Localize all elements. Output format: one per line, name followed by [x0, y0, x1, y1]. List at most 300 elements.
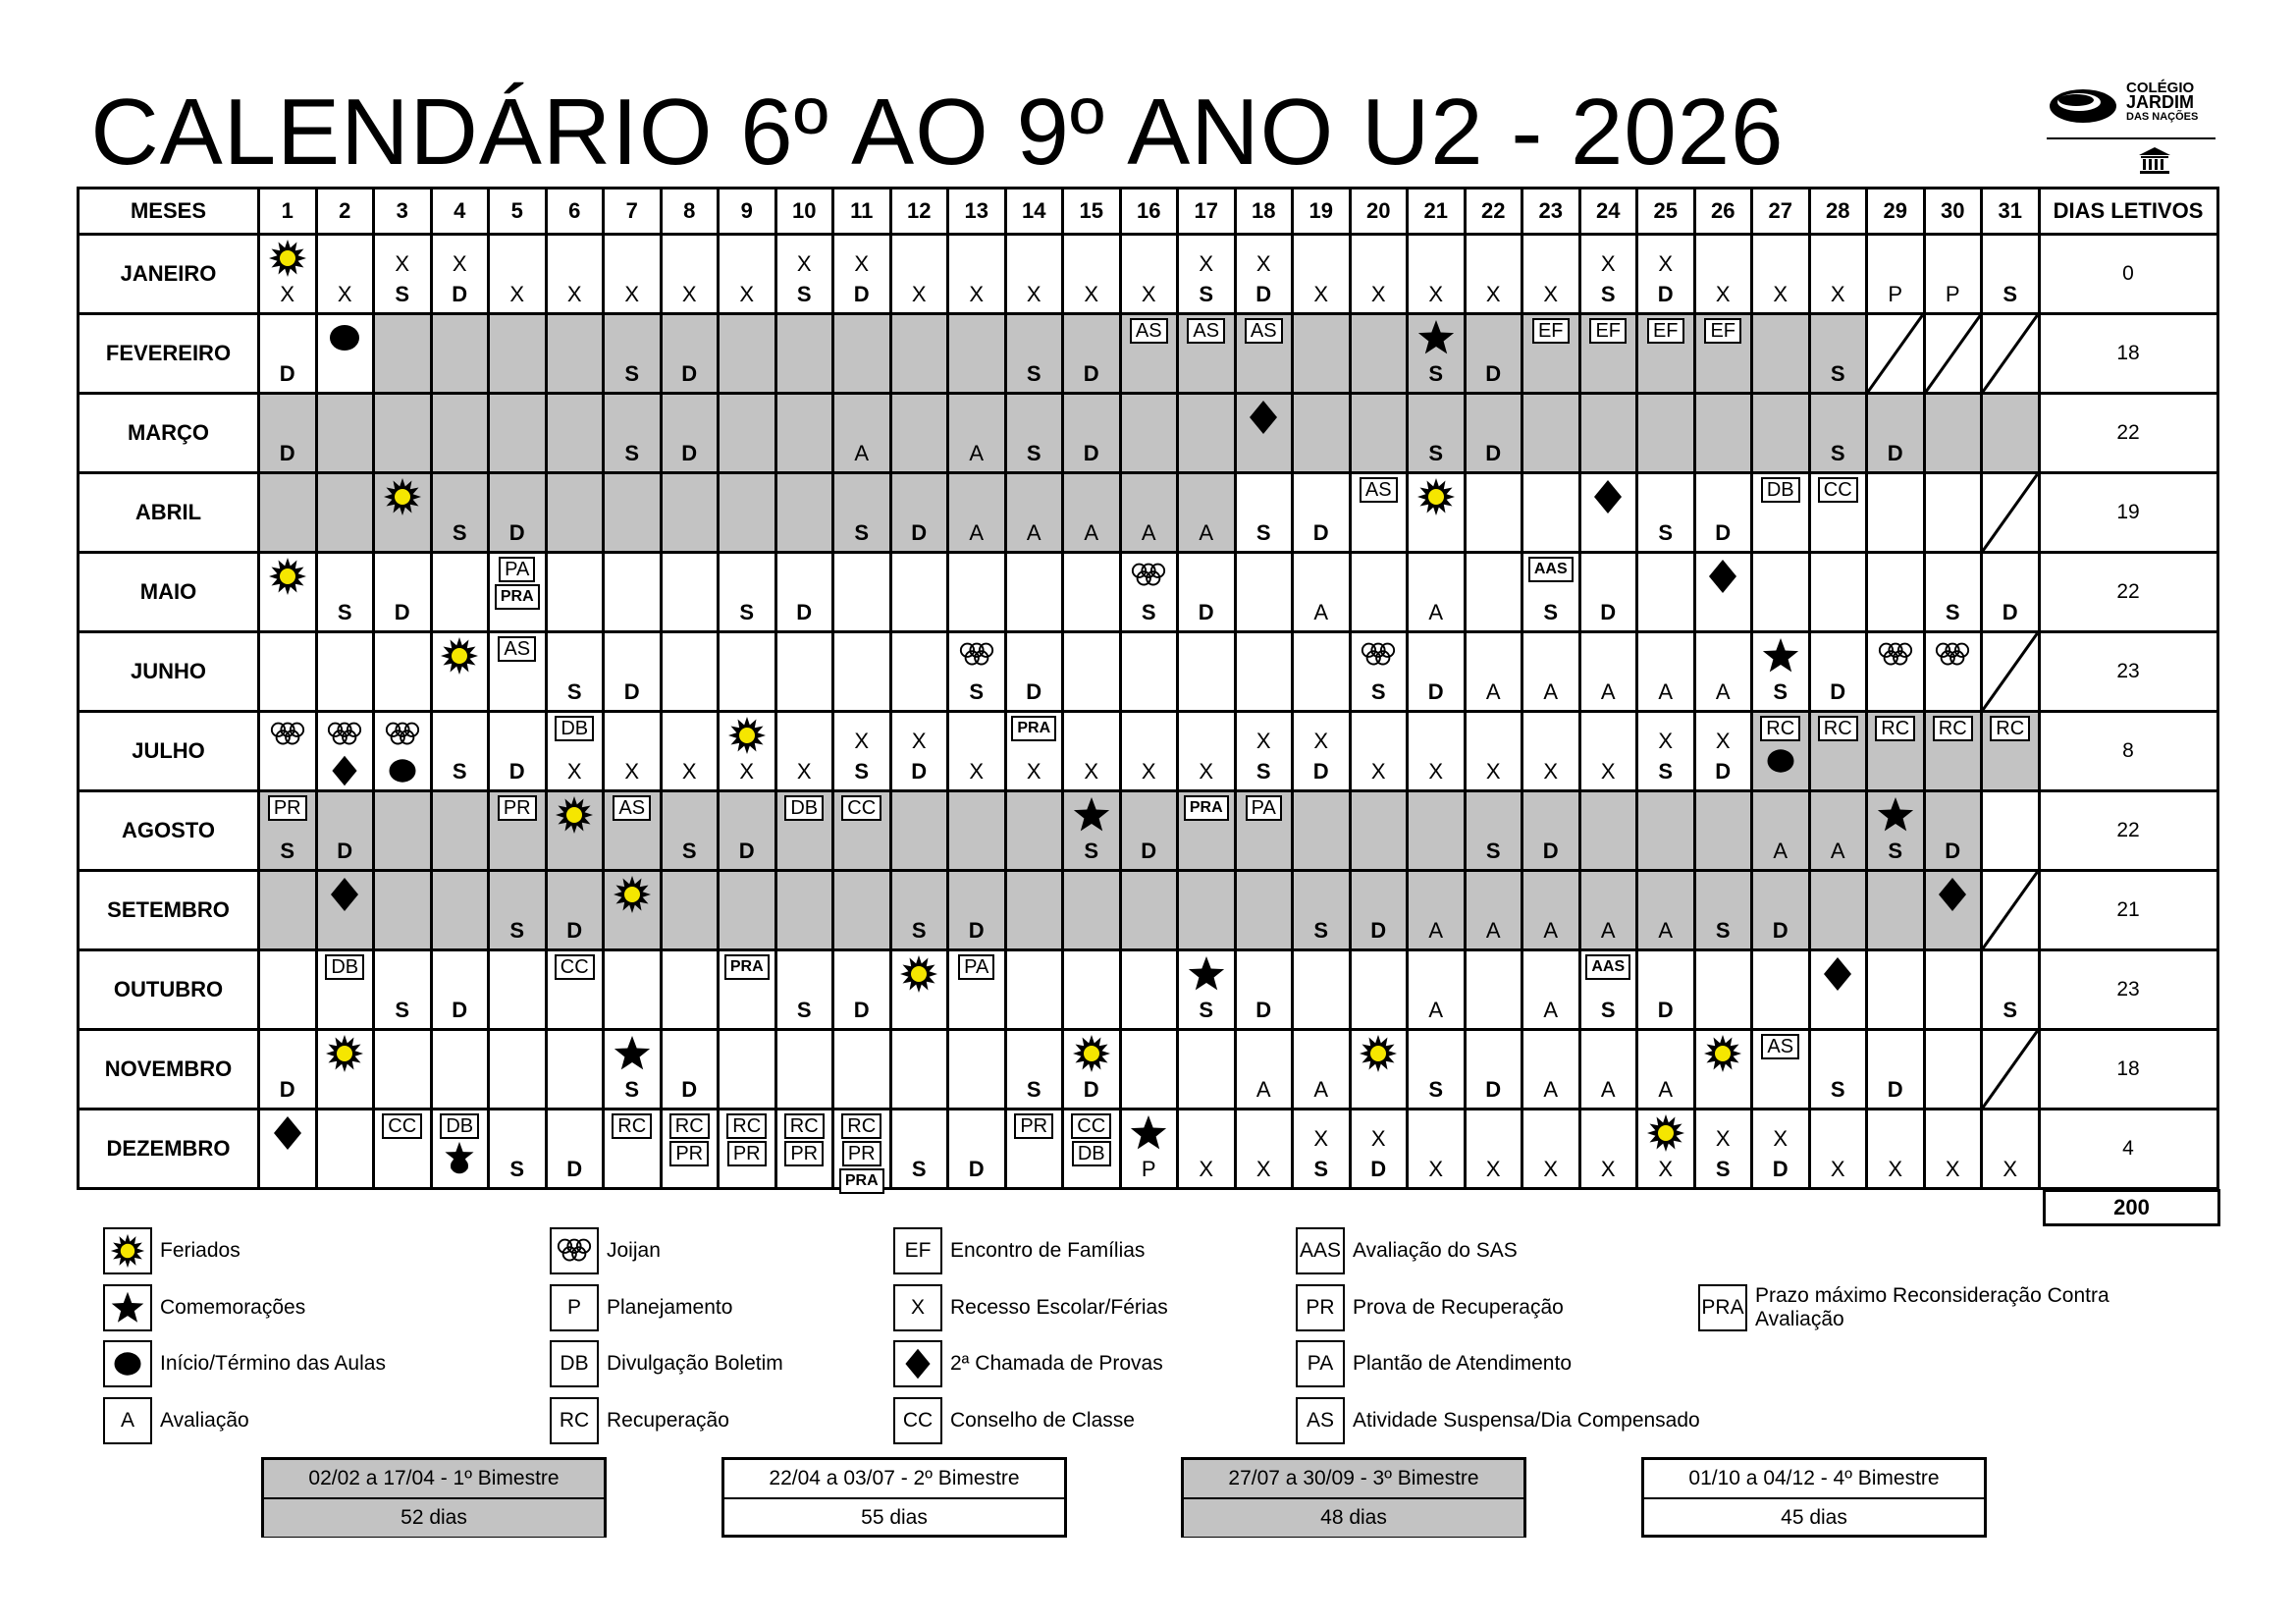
header-day: 5	[489, 189, 547, 235]
day-mark: A	[1830, 839, 1845, 863]
no-day-slash	[1983, 1031, 2038, 1108]
day-cell	[431, 791, 489, 871]
header-day: 27	[1752, 189, 1810, 235]
event-code-badge: RC	[1875, 716, 1915, 741]
month-row	[79, 553, 2218, 632]
day-mark: X	[1945, 1157, 1960, 1181]
day-cell	[1637, 871, 1695, 950]
day-cell	[833, 950, 891, 1030]
day-cell	[1809, 473, 1867, 553]
day-cell	[1293, 632, 1351, 712]
day-mark: D	[1485, 441, 1502, 465]
day-mark: X	[1658, 1157, 1674, 1181]
legend-label: Comemorações	[160, 1296, 306, 1319]
day-cell	[1579, 712, 1637, 791]
day-cell	[604, 950, 662, 1030]
event-code-badge: RC	[841, 1113, 881, 1139]
day-cell	[1867, 314, 1925, 394]
day-cell	[1063, 394, 1121, 473]
day-cell	[1522, 553, 1580, 632]
day-mark: D	[1141, 839, 1157, 863]
day-cell	[546, 791, 604, 871]
legend-symbol: PRA	[1698, 1284, 1747, 1331]
day-mark: S	[1600, 998, 1616, 1022]
day-cell	[1752, 235, 1810, 314]
day-mark: S	[1026, 1077, 1041, 1102]
joijan-rings-icon	[1934, 636, 1971, 674]
day-cell	[833, 1030, 891, 1110]
day-cell	[1637, 394, 1695, 473]
header-day: 23	[1522, 189, 1580, 235]
day-mark: S	[1199, 998, 1214, 1022]
event-code-badge: CC	[1818, 477, 1858, 503]
day-mark: A	[854, 441, 870, 465]
day-cell	[374, 394, 432, 473]
day-mark-top: X	[911, 729, 927, 753]
day-mark: S	[969, 679, 985, 704]
class-start-end-dot-icon	[110, 1346, 145, 1381]
day-cell	[775, 314, 833, 394]
day-cell	[1235, 1110, 1293, 1189]
day-cell	[604, 632, 662, 712]
bimester-range: 02/02 a 17/04 - 1º Bimestre	[264, 1460, 604, 1499]
day-cell	[489, 712, 547, 791]
day-mark-top: X	[1370, 1126, 1386, 1151]
day-cell	[259, 871, 317, 950]
month-row	[79, 791, 2218, 871]
day-cell	[1293, 1110, 1351, 1189]
holiday-sun-icon	[727, 716, 767, 755]
event-code-badge: RC	[1933, 716, 1973, 741]
day-cell	[1465, 473, 1522, 553]
day-cell	[1579, 1030, 1637, 1110]
header-months: MESES	[79, 189, 259, 235]
day-cell	[431, 394, 489, 473]
day-cell	[374, 553, 432, 632]
day-cell	[1982, 871, 2040, 950]
day-cell	[948, 871, 1006, 950]
day-cell	[1752, 473, 1810, 553]
day-cell	[1063, 473, 1121, 553]
day-cell	[1637, 712, 1695, 791]
day-cell	[604, 1030, 662, 1110]
day-cell	[1293, 950, 1351, 1030]
legend-item	[893, 1227, 1145, 1274]
day-cell	[1408, 553, 1466, 632]
day-cell	[1809, 871, 1867, 950]
day-mark: D	[1083, 361, 1099, 386]
day-mark: S	[1773, 679, 1789, 704]
event-code-badge: AS	[1130, 318, 1168, 344]
day-mark: X	[1084, 759, 1099, 784]
day-mark: A	[1543, 918, 1559, 943]
joijan-rings-icon	[958, 636, 995, 674]
day-mark: S	[1255, 520, 1271, 545]
day-cell	[833, 712, 891, 791]
day-cell	[719, 871, 776, 950]
legend-item	[1296, 1397, 1700, 1444]
day-cell	[1522, 1030, 1580, 1110]
day-cell	[948, 553, 1006, 632]
day-cell	[1465, 1110, 1522, 1189]
day-cell	[316, 712, 374, 791]
header-day: 18	[1235, 189, 1293, 235]
day-cell	[1982, 1030, 2040, 1110]
holiday-sun-icon	[1646, 1113, 1685, 1153]
day-mark: X	[969, 282, 985, 306]
day-cell	[489, 632, 547, 712]
day-mark: X	[1715, 282, 1731, 306]
day-cell	[1178, 1110, 1236, 1189]
day-cell	[1063, 553, 1121, 632]
calendar-table	[77, 187, 2219, 1190]
header-day: 17	[1178, 189, 1236, 235]
header-day: 26	[1694, 189, 1752, 235]
day-cell	[1350, 791, 1408, 871]
day-mark: D	[911, 520, 928, 545]
day-cell	[1924, 235, 1982, 314]
day-cell	[833, 314, 891, 394]
day-cell	[546, 871, 604, 950]
day-mark: X	[1199, 759, 1214, 784]
legend-label: Avaliação	[160, 1409, 249, 1432]
day-mark: X	[1543, 282, 1559, 306]
day-cell	[604, 871, 662, 950]
legend-item	[550, 1397, 729, 1444]
day-mark: S	[911, 918, 927, 943]
day-cell	[1694, 1110, 1752, 1189]
day-cell	[775, 791, 833, 871]
event-code-badge: PRA	[839, 1168, 884, 1194]
day-cell	[1120, 871, 1178, 950]
day-cell	[604, 791, 662, 871]
day-mark: X	[1428, 1157, 1444, 1181]
event-code-badge: CC	[841, 795, 881, 821]
day-cell	[1694, 712, 1752, 791]
legend-symbol: RC	[550, 1397, 599, 1444]
legend-label: Conselho de Classe	[950, 1409, 1135, 1432]
day-cell	[604, 553, 662, 632]
day-cell	[948, 314, 1006, 394]
day-cell	[1867, 950, 1925, 1030]
legend-symbol: AAS	[1296, 1227, 1345, 1274]
second-call-diamond-icon	[268, 1113, 307, 1153]
day-cell	[374, 235, 432, 314]
month-row	[79, 473, 2218, 553]
legend-symbol: DB	[550, 1340, 599, 1387]
header-day: 15	[1063, 189, 1121, 235]
month-name: SETEMBRO	[79, 871, 259, 950]
day-cell	[661, 712, 719, 791]
day-mark: D	[1887, 1077, 1903, 1102]
day-cell	[775, 950, 833, 1030]
day-mark: S	[452, 759, 467, 784]
event-code-badge: PRA	[1184, 795, 1229, 821]
event-code-badge: RC	[1818, 716, 1858, 741]
day-mark: A	[1141, 520, 1156, 545]
day-cell	[316, 632, 374, 712]
day-cell	[1408, 871, 1466, 950]
day-cell	[374, 473, 432, 553]
legend-item	[893, 1340, 1163, 1387]
day-cell	[1465, 1030, 1522, 1110]
day-mark: S	[1830, 441, 1845, 465]
day-mark: X	[911, 282, 927, 306]
day-cell	[1063, 871, 1121, 950]
month-name: JUNHO	[79, 632, 259, 712]
day-mark: D	[1370, 1157, 1387, 1181]
day-cell	[1982, 394, 2040, 473]
event-code-badge: RC	[1990, 716, 2030, 741]
day-mark: S	[566, 679, 582, 704]
no-day-slash	[1868, 315, 1923, 392]
month-name: MARÇO	[79, 394, 259, 473]
day-cell	[259, 473, 317, 553]
day-cell	[259, 394, 317, 473]
event-code-badge: DB	[1761, 477, 1800, 503]
day-cell	[1867, 235, 1925, 314]
legend-label: Joijan	[607, 1239, 661, 1262]
day-cell	[1924, 871, 1982, 950]
day-cell	[775, 632, 833, 712]
day-mark: X	[1141, 759, 1156, 784]
day-cell	[1694, 950, 1752, 1030]
day-mark: X	[1026, 282, 1041, 306]
legend-symbol: X	[893, 1284, 942, 1331]
day-cell	[1235, 553, 1293, 632]
day-mark: D	[1715, 759, 1732, 784]
day-cell	[1120, 950, 1178, 1030]
holiday-sun-icon	[325, 1034, 364, 1073]
day-cell	[1465, 235, 1522, 314]
day-mark: S	[1026, 361, 1041, 386]
legend-item	[550, 1227, 661, 1274]
day-cell	[1867, 394, 1925, 473]
day-cell	[1809, 553, 1867, 632]
day-cell	[1867, 1030, 1925, 1110]
total-days: 200	[2043, 1189, 2220, 1226]
day-mark-top: X	[1313, 729, 1329, 753]
day-cell	[1522, 712, 1580, 791]
day-mark: S	[1658, 520, 1674, 545]
holiday-sun-icon	[1703, 1034, 1742, 1073]
holiday-sun-icon	[110, 1233, 145, 1269]
day-mark: X	[1370, 282, 1386, 306]
day-cell	[1752, 1110, 1810, 1189]
day-cell	[546, 712, 604, 791]
event-code-badge: AAS	[1585, 954, 1630, 980]
header-day: 21	[1408, 189, 1466, 235]
commemoration-star-icon	[1876, 795, 1915, 835]
day-cell	[775, 235, 833, 314]
day-cell	[1982, 632, 2040, 712]
day-cell	[890, 871, 948, 950]
day-cell	[1120, 314, 1178, 394]
day-cell	[1522, 1110, 1580, 1189]
legend-label: Prova de Recuperação	[1353, 1296, 1564, 1319]
day-cell	[1350, 235, 1408, 314]
event-code-badge: PR	[669, 1141, 709, 1166]
day-cell	[1408, 394, 1466, 473]
day-cell	[1350, 1030, 1408, 1110]
day-cell	[546, 632, 604, 712]
day-cell	[431, 1030, 489, 1110]
day-cell	[833, 632, 891, 712]
day-cell	[604, 473, 662, 553]
header-day: 6	[546, 189, 604, 235]
joijan-rings-icon	[269, 716, 306, 753]
joijan-rings-icon	[556, 1232, 593, 1270]
holiday-sun-icon	[268, 557, 307, 596]
day-mark: S	[854, 520, 870, 545]
logo-emblem-icon	[2047, 81, 2123, 130]
day-cell	[1694, 632, 1752, 712]
day-cell	[1120, 712, 1178, 791]
dias-letivos-value: 22	[2039, 553, 2217, 632]
day-mark: S	[2002, 998, 2018, 1022]
day-cell	[1350, 553, 1408, 632]
day-cell	[1465, 950, 1522, 1030]
legend-symbol	[103, 1227, 152, 1274]
day-cell	[719, 1110, 776, 1189]
commemoration-star-icon	[1416, 318, 1456, 357]
holiday-sun-icon	[899, 954, 938, 994]
day-mark: D	[1083, 1077, 1099, 1102]
day-cell	[661, 632, 719, 712]
day-mark: A	[1543, 679, 1559, 704]
day-cell	[948, 950, 1006, 1030]
event-code-badge: PA	[958, 954, 994, 980]
day-cell	[1752, 314, 1810, 394]
day-cell	[833, 235, 891, 314]
month-name: JULHO	[79, 712, 259, 791]
day-mark: D	[1370, 918, 1387, 943]
event-code-badge: PA	[499, 557, 535, 582]
day-cell	[1293, 394, 1351, 473]
event-code-badge: PR	[498, 795, 537, 821]
month-row	[79, 712, 2218, 791]
day-mark: A	[1084, 520, 1099, 545]
day-cell	[1867, 632, 1925, 712]
day-mark: X	[739, 282, 755, 306]
legend-symbol: EF	[893, 1227, 942, 1274]
day-cell	[1752, 394, 1810, 473]
legend-label: Recesso Escolar/Férias	[950, 1296, 1168, 1319]
day-cell	[1465, 314, 1522, 394]
event-code-badge: PRA	[724, 954, 770, 980]
day-cell	[1924, 1030, 1982, 1110]
day-mark: S	[1313, 918, 1329, 943]
day-mark: D	[1887, 441, 1903, 465]
legend-item	[550, 1340, 783, 1387]
day-mark: X	[509, 282, 525, 306]
day-mark: S	[1026, 441, 1041, 465]
day-cell	[1579, 632, 1637, 712]
holiday-sun-icon	[1416, 477, 1456, 516]
day-mark: D	[279, 1077, 295, 1102]
day-mark: S	[1543, 600, 1559, 624]
day-cell	[1694, 791, 1752, 871]
day-mark-top: X	[796, 251, 812, 276]
header-day: 12	[890, 189, 948, 235]
day-cell	[1924, 394, 1982, 473]
day-cell	[1867, 871, 1925, 950]
day-cell	[661, 871, 719, 950]
event-code-badge: RC	[669, 1113, 710, 1139]
day-cell	[316, 235, 374, 314]
day-cell	[259, 712, 317, 791]
day-cell	[719, 632, 776, 712]
day-cell	[1809, 791, 1867, 871]
day-mark: X	[1485, 282, 1501, 306]
day-mark: D	[1600, 600, 1617, 624]
day-cell	[1867, 791, 1925, 871]
legend-item	[103, 1284, 305, 1331]
joijan-rings-icon	[1360, 636, 1397, 674]
day-cell	[661, 394, 719, 473]
day-cell	[374, 1110, 432, 1189]
day-cell	[374, 950, 432, 1030]
day-cell	[1293, 791, 1351, 871]
event-code-badge: RC	[726, 1113, 767, 1139]
month-name: JANEIRO	[79, 235, 259, 314]
event-code-badge: EF	[1704, 318, 1741, 344]
day-cell	[1178, 950, 1236, 1030]
legend-symbol: P	[550, 1284, 599, 1331]
day-cell	[1867, 1110, 1925, 1189]
event-code-badge: EF	[1647, 318, 1684, 344]
header-day: 28	[1809, 189, 1867, 235]
month-name: OUTUBRO	[79, 950, 259, 1030]
holiday-sun-icon	[555, 795, 594, 835]
day-cell	[890, 791, 948, 871]
header-day: 29	[1867, 189, 1925, 235]
day-cell	[890, 314, 948, 394]
day-mark: S	[1428, 361, 1444, 386]
day-mark: D	[1715, 520, 1732, 545]
day-mark: A	[1773, 839, 1789, 863]
day-mark: A	[969, 441, 985, 465]
holiday-sun-icon	[268, 239, 307, 278]
day-cell	[1063, 950, 1121, 1030]
event-code-badge: AAS	[1528, 557, 1574, 582]
day-cell	[948, 712, 1006, 791]
day-mark: S	[1428, 1077, 1444, 1102]
day-mark: S	[280, 839, 295, 863]
day-mark: D	[279, 361, 295, 386]
day-cell	[1350, 632, 1408, 712]
day-cell	[1120, 553, 1178, 632]
day-mark: X	[1428, 282, 1444, 306]
day-mark: S	[337, 600, 352, 624]
day-mark: X	[1888, 1157, 1903, 1181]
day-cell	[1293, 553, 1351, 632]
day-cell	[1178, 553, 1236, 632]
day-cell	[833, 553, 891, 632]
day-mark-top: X	[1715, 1126, 1731, 1151]
day-mark: D	[452, 282, 468, 306]
day-mark: D	[738, 839, 755, 863]
day-cell	[604, 235, 662, 314]
header-day: 14	[1005, 189, 1063, 235]
day-mark: D	[1255, 998, 1272, 1022]
month-name: AGOSTO	[79, 791, 259, 871]
day-mark: S	[509, 1157, 525, 1181]
bimester-days: 48 dias	[1184, 1499, 1523, 1537]
day-cell	[604, 712, 662, 791]
day-cell	[489, 950, 547, 1030]
day-cell	[1522, 473, 1580, 553]
